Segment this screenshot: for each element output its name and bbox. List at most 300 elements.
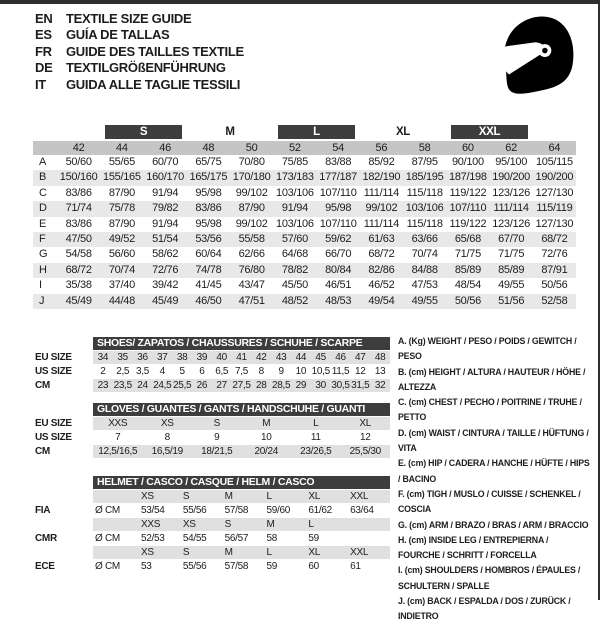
table-row — [33, 294, 576, 309]
table-cell: 11 — [310, 432, 321, 443]
table-cell: 75/78 — [108, 202, 135, 215]
table-cell: 41/45 — [195, 279, 222, 292]
table-cell: 9 — [278, 366, 284, 377]
legend-item: A. (Kg) WEIGHT / PESO / POIDS / GEWITCH / PESO — [398, 336, 577, 362]
table-cell: 45 — [315, 352, 326, 363]
language-title-list — [35, 11, 244, 93]
table-cell: 61/62 — [308, 505, 332, 516]
gloves-table — [33, 403, 390, 459]
size-header-cell: L — [266, 547, 272, 558]
table-cell: XL — [359, 418, 372, 429]
helmet-size-row — [33, 518, 390, 531]
table-cell: M — [262, 418, 271, 429]
table-cell: 107/110 — [449, 202, 487, 215]
table-cell: 95/100 — [495, 156, 528, 168]
table-cell: 58 — [266, 533, 278, 544]
table-cell: 12 — [355, 366, 366, 377]
standard-label: FIA — [35, 505, 51, 516]
helmet-title: HELMET / CASCO / CASQUE / HELM / CASCO — [93, 476, 390, 489]
table-row — [33, 365, 390, 378]
table-cell: XXS — [108, 418, 128, 429]
row-letter: I — [39, 279, 42, 292]
table-cell: 63/66 — [411, 232, 438, 245]
table-cell: 53/56 — [195, 232, 222, 245]
legend-item: E. (cm) HIP / CADERA / HANCHE / HÜFTE / HIPS / BACINO — [398, 458, 590, 484]
table-cell: 150/160 — [59, 171, 98, 184]
table-cell: 71/74 — [65, 202, 92, 215]
table-cell: 24,5 — [153, 380, 172, 391]
size-column-header: 50 — [245, 142, 258, 154]
legend-item: J. (cm) BACK / ESPALDA / DOS / ZURÜCK / INDIETRO — [398, 596, 571, 622]
language-text: GUIDA ALLE TAGLIE TESSILI — [66, 76, 241, 92]
helmet-value-row — [33, 504, 390, 517]
row-letter: B — [39, 171, 47, 184]
table-cell: 65/68 — [454, 232, 481, 245]
shoes-table — [33, 337, 390, 393]
table-row — [33, 155, 576, 170]
helmet-size-row — [33, 490, 390, 503]
table-cell: S — [213, 418, 220, 429]
table-cell: 68/72 — [368, 248, 395, 261]
unit-cell: Ø CM — [95, 561, 120, 572]
table-cell: 80/84 — [325, 263, 352, 276]
table-cell: 59 — [308, 533, 319, 544]
table-cell: 87/90 — [238, 202, 265, 215]
table-cell: 187/198 — [449, 171, 487, 184]
table-cell: 71/75 — [454, 248, 481, 261]
table-cell: 123/126 — [492, 217, 530, 230]
table-cell: 49/55 — [498, 279, 525, 292]
table-cell: 127/130 — [535, 186, 574, 199]
table-cell: 185/195 — [405, 171, 444, 184]
language-title — [35, 27, 244, 43]
table-cell: 78/82 — [281, 263, 308, 276]
table-cell: 27,5 — [232, 380, 251, 391]
table-cell: 2,5 — [116, 366, 130, 377]
table-cell: 95/98 — [195, 217, 222, 230]
table-cell: 83/86 — [195, 202, 222, 215]
table-cell: 173/183 — [276, 171, 314, 184]
table-cell: 170/180 — [232, 171, 271, 184]
table-cell: 6,5 — [215, 366, 229, 377]
table-row — [33, 351, 390, 364]
row-label: EU SIZE — [35, 418, 72, 429]
size-column-header: 42 — [72, 142, 85, 154]
table-row — [33, 217, 576, 232]
language-title — [35, 60, 244, 76]
size-group-s: S — [105, 125, 182, 139]
table-cell: 48 — [374, 352, 386, 363]
size-column-header: 64 — [548, 142, 561, 154]
gloves-title-row — [33, 403, 390, 416]
size-header-cell — [348, 518, 390, 531]
table-cell: 68/72 — [65, 263, 92, 276]
table-cell: 75/85 — [281, 156, 308, 168]
racing-helmet-icon — [486, 6, 578, 108]
table-cell: 90/100 — [451, 156, 484, 168]
table-cell: 50/56 — [541, 279, 568, 292]
language-code: EN — [35, 11, 53, 26]
table-cell: 24 — [137, 380, 148, 391]
table-cell: 30 — [315, 380, 326, 391]
table-cell: 79/82 — [152, 202, 179, 215]
table-cell: 30,5 — [331, 380, 350, 391]
table-cell: 65/75 — [195, 156, 222, 168]
table-row — [33, 232, 576, 247]
language-text: TEXTILGRÖßENFÜHRUNG — [66, 60, 226, 76]
size-column-header: 56 — [375, 142, 388, 154]
table-cell: 87/90 — [108, 217, 135, 230]
size-column-header: 60 — [462, 142, 474, 154]
standard-label: ECE — [35, 561, 55, 572]
size-column-header: 46 — [159, 142, 171, 154]
table-cell: 50/60 — [65, 156, 92, 168]
table-cell: 47/51 — [238, 294, 265, 307]
size-group-header-row — [33, 125, 576, 140]
table-cell: 3,5 — [135, 366, 149, 377]
table-cell: 8 — [258, 366, 264, 377]
table-cell: 177/187 — [319, 171, 357, 184]
table-cell: 52/53 — [141, 533, 165, 544]
table-cell: 87/95 — [411, 156, 438, 168]
table-cell: 25,5/30 — [349, 446, 381, 457]
unit-cell: Ø CM — [95, 505, 120, 516]
table-cell: 115/118 — [406, 217, 443, 230]
table-cell: 18/21,5 — [201, 446, 233, 457]
row-label — [33, 546, 93, 559]
table-cell: 51/56 — [498, 294, 525, 307]
unit-cell — [93, 518, 139, 531]
table-cell: 165/175 — [189, 171, 228, 184]
helmet-table-body — [33, 490, 390, 573]
textile-table-body — [33, 155, 576, 309]
size-header-cell: XS — [182, 519, 196, 530]
size-column-header: 58 — [418, 142, 431, 154]
size-group-m: M — [225, 126, 235, 138]
row-label — [33, 518, 93, 531]
table-cell: 155/165 — [103, 171, 141, 184]
table-cell — [348, 532, 390, 545]
table-cell: 12,5/16,5 — [98, 446, 138, 457]
helmet-size-row — [33, 546, 390, 559]
table-cell: 60 — [308, 561, 319, 572]
table-cell: 35 — [117, 352, 128, 363]
row-cells — [93, 365, 390, 378]
language-text: GUÍA DE TALLAS — [66, 27, 170, 43]
table-cell: 70/80 — [238, 156, 265, 168]
table-cell: 55/56 — [182, 561, 207, 572]
table-cell: 7,5 — [234, 366, 248, 377]
row-cells — [93, 379, 390, 392]
row-cells — [93, 431, 390, 444]
table-cell: 91/94 — [152, 186, 179, 199]
table-row — [33, 170, 576, 185]
table-cell: 111/114 — [493, 202, 529, 215]
table-cell: 95/98 — [325, 202, 352, 215]
table-cell: 58/62 — [152, 248, 179, 261]
table-cell: 76/80 — [238, 263, 265, 276]
table-cell: XS — [160, 418, 174, 429]
table-row — [33, 431, 390, 444]
table-cell: 45/50 — [281, 279, 308, 292]
table-cell: 45/49 — [65, 294, 92, 307]
table-cell: 44 — [295, 352, 307, 363]
table-cell: 10 — [260, 432, 272, 443]
table-cell: 160/170 — [146, 171, 184, 184]
table-cell: 13 — [374, 366, 386, 377]
table-cell: 123/126 — [492, 186, 530, 199]
unit-cell: Ø CM — [95, 533, 120, 544]
table-cell: 107/110 — [319, 186, 357, 199]
table-cell: 64/68 — [281, 248, 308, 261]
table-cell: 55/65 — [108, 156, 135, 168]
table-cell: 46/51 — [325, 279, 352, 292]
size-header-cell: M — [224, 491, 233, 502]
table-cell: 4 — [159, 366, 165, 377]
table-cell: 103/106 — [276, 217, 314, 230]
table-cell: 48/54 — [454, 279, 481, 292]
legend-item: F. (cm) TIGH / MUSLO / CUISSE / SCHENKEL / COSCIA — [398, 488, 581, 515]
table-cell: L — [313, 418, 319, 429]
table-cell: 61 — [350, 561, 361, 572]
table-cell: 53 — [141, 561, 152, 572]
row-letter: E — [39, 217, 47, 230]
helmet-table — [33, 476, 390, 574]
table-cell: 47 — [355, 352, 366, 363]
size-header-cell: S — [182, 547, 190, 558]
size-header-cell: M — [224, 547, 233, 558]
table-cell: 32 — [374, 380, 386, 391]
table-cell: 82/86 — [368, 263, 395, 276]
table-cell: 29 — [295, 380, 307, 391]
top-border-line — [0, 0, 600, 4]
table-cell: 54/55 — [182, 533, 207, 544]
table-cell: 87/91 — [541, 263, 568, 276]
table-cell: 11,5 — [331, 366, 350, 377]
table-cell: 119/122 — [449, 217, 487, 230]
size-column-header: 52 — [289, 142, 301, 154]
table-cell: 43/47 — [238, 279, 265, 292]
corner-cell — [33, 141, 57, 155]
table-cell: 85/89 — [454, 263, 481, 276]
row-label: US SIZE — [35, 366, 72, 377]
table-cell: 37 — [157, 352, 168, 363]
table-cell: 83/88 — [325, 156, 352, 168]
table-cell: 39 — [196, 352, 208, 363]
row-letter: D — [39, 202, 47, 215]
table-cell: 38 — [176, 352, 188, 363]
table-cell: 56/57 — [224, 533, 249, 544]
table-cell: 36 — [137, 352, 148, 363]
table-cell: 49/54 — [368, 294, 395, 307]
table-row — [33, 278, 576, 293]
table-cell: 20/24 — [254, 446, 279, 457]
table-cell: 62/66 — [238, 248, 265, 261]
table-cell: 45/49 — [152, 294, 179, 307]
table-cell: 8 — [164, 432, 170, 443]
table-cell: 99/102 — [235, 217, 268, 230]
table-row — [33, 201, 576, 216]
table-row — [33, 379, 390, 392]
table-cell: 57/58 — [224, 561, 249, 572]
table-cell: 60/70 — [152, 156, 179, 168]
table-row — [33, 445, 390, 458]
table-cell: 83/86 — [65, 217, 92, 230]
row-cells — [93, 532, 390, 545]
table-cell: 91/94 — [281, 202, 308, 215]
table-cell: 12 — [359, 432, 371, 443]
table-cell: 63/64 — [350, 505, 374, 516]
table-cell: 31,5 — [351, 380, 370, 391]
table-cell: 55/58 — [238, 232, 265, 245]
language-code: FR — [35, 43, 52, 59]
row-label — [33, 490, 93, 503]
row-cells — [93, 560, 390, 573]
row-cells — [93, 546, 390, 559]
table-cell: 107/110 — [319, 217, 357, 230]
table-cell: 44/48 — [108, 294, 135, 307]
table-cell: 70/74 — [411, 248, 438, 261]
table-cell: 84/88 — [411, 263, 438, 276]
table-cell: 85/92 — [368, 156, 395, 168]
size-column-header: 54 — [332, 142, 344, 154]
table-row — [33, 263, 576, 278]
language-title — [35, 77, 244, 93]
table-cell: 10,5 — [311, 366, 330, 377]
size-header-cell: XL — [308, 547, 320, 558]
language-title — [35, 44, 244, 60]
table-cell: 83/86 — [65, 186, 92, 199]
legend-item: I. (cm) SHOULDERS / HOMBROS / ÉPAULES / SCHULTERN / SPALLE — [398, 565, 581, 591]
table-cell: 60/64 — [195, 248, 222, 261]
table-cell: 59/62 — [325, 232, 352, 245]
size-column-header: 48 — [202, 142, 215, 154]
table-cell: 105/115 — [535, 156, 573, 168]
table-cell: 95/98 — [195, 186, 222, 199]
legend-item: D. (cm) WAIST / CINTURA / TAILLE / HÜFTUNG / VITA — [398, 427, 589, 454]
table-cell: 53/54 — [141, 505, 165, 516]
language-code: ES — [35, 27, 52, 43]
size-header-cell: M — [266, 519, 275, 530]
table-cell: 7 — [115, 432, 121, 443]
table-cell: 103/106 — [405, 202, 444, 215]
table-cell: 48/52 — [281, 294, 308, 307]
size-header-cell: XS — [141, 547, 154, 558]
table-cell: 6 — [199, 366, 205, 377]
table-cell: 182/190 — [362, 171, 401, 184]
table-cell: 23/26,5 — [300, 446, 332, 457]
language-title — [35, 11, 244, 27]
gloves-table-body — [33, 417, 390, 458]
table-cell: 115/118 — [406, 186, 443, 199]
row-letter: H — [39, 263, 47, 276]
table-cell: 57/58 — [224, 505, 249, 516]
row-cells — [93, 445, 390, 458]
row-letter: F — [39, 232, 46, 245]
table-cell: 59 — [266, 561, 278, 572]
table-cell: 66/70 — [325, 248, 352, 261]
legend-item: B. (cm) HEIGHT / ALTURA / HAUTEUR / HÖHE / ALTEZZA — [398, 366, 586, 392]
size-header-cell: L — [308, 519, 314, 530]
table-cell: 49/55 — [411, 294, 438, 307]
table-row — [33, 247, 576, 262]
size-header-cell: S — [224, 519, 232, 530]
table-cell: 46 — [335, 352, 346, 363]
table-cell: 35/38 — [65, 279, 92, 292]
table-cell: 50/56 — [454, 294, 481, 307]
size-number-header-row — [33, 141, 576, 155]
textile-size-table — [33, 125, 576, 309]
size-header-cell: XS — [141, 491, 154, 502]
table-cell: 70/74 — [108, 263, 135, 276]
row-letter: C — [39, 186, 47, 199]
table-cell: 16,5/19 — [151, 446, 183, 457]
table-cell: 34 — [97, 352, 109, 363]
table-cell: 190/200 — [492, 171, 530, 184]
table-cell: 37/40 — [108, 279, 135, 292]
helmet-value-row — [33, 532, 390, 545]
table-cell: 23,5 — [113, 380, 132, 391]
table-cell: 10 — [295, 366, 307, 377]
size-column-header: 44 — [116, 142, 128, 154]
legend-item: H. (cm) INSIDE LEG / ENTREPIERNA / FOURCHE / SCHRITT / FORCELLA — [398, 534, 549, 561]
table-cell: 61/63 — [368, 232, 395, 245]
shoes-title: SHOES/ ZAPATOS / CHAUSSURES / SCHUHE / SCARPE — [93, 337, 390, 350]
table-cell: 111/114 — [363, 217, 399, 230]
row-label: CM — [35, 446, 50, 457]
table-row — [33, 186, 576, 201]
row-cells — [93, 490, 390, 503]
table-cell: 46/52 — [368, 279, 395, 292]
table-cell: 23 — [97, 380, 109, 391]
table-cell: 51/54 — [152, 232, 179, 245]
table-cell: 68/72 — [541, 232, 568, 245]
table-cell: 39/42 — [152, 279, 179, 292]
standard-label: CMR — [35, 533, 57, 544]
row-label: CM — [35, 380, 50, 391]
row-letter: A — [39, 156, 47, 168]
language-text: TEXTILE SIZE GUIDE — [66, 11, 192, 26]
unit-cell — [93, 546, 139, 559]
table-cell: 55/56 — [182, 505, 207, 516]
table-cell: 2 — [100, 366, 106, 377]
table-cell: 127/130 — [535, 217, 574, 230]
table-row — [33, 417, 390, 430]
row-label: US SIZE — [35, 432, 72, 443]
measurement-legend — [398, 334, 592, 625]
row-cells — [93, 351, 390, 364]
table-cell: 47/53 — [411, 279, 438, 292]
table-cell: 47/50 — [65, 232, 92, 245]
language-code: DE — [35, 60, 53, 76]
size-column-header: 62 — [505, 142, 517, 154]
table-cell: 5 — [179, 366, 185, 377]
size-group-xl: XL — [395, 126, 411, 138]
table-cell: 9 — [214, 432, 220, 443]
table-cell: 111/114 — [363, 186, 399, 199]
size-header-cell: L — [266, 491, 272, 502]
table-cell: 27 — [216, 380, 227, 391]
gloves-title: GLOVES / GUANTES / GANTS / HANDSCHUHE / GUANTI — [93, 403, 390, 416]
size-group-l: L — [278, 125, 355, 139]
table-cell: 40 — [216, 352, 227, 363]
table-cell: 54/58 — [65, 248, 92, 261]
row-letter: G — [39, 248, 48, 261]
table-cell: 99/102 — [365, 202, 398, 215]
table-cell: 59/60 — [266, 505, 291, 516]
size-header-cell: XXL — [350, 491, 369, 502]
table-cell: 87/90 — [108, 186, 135, 199]
